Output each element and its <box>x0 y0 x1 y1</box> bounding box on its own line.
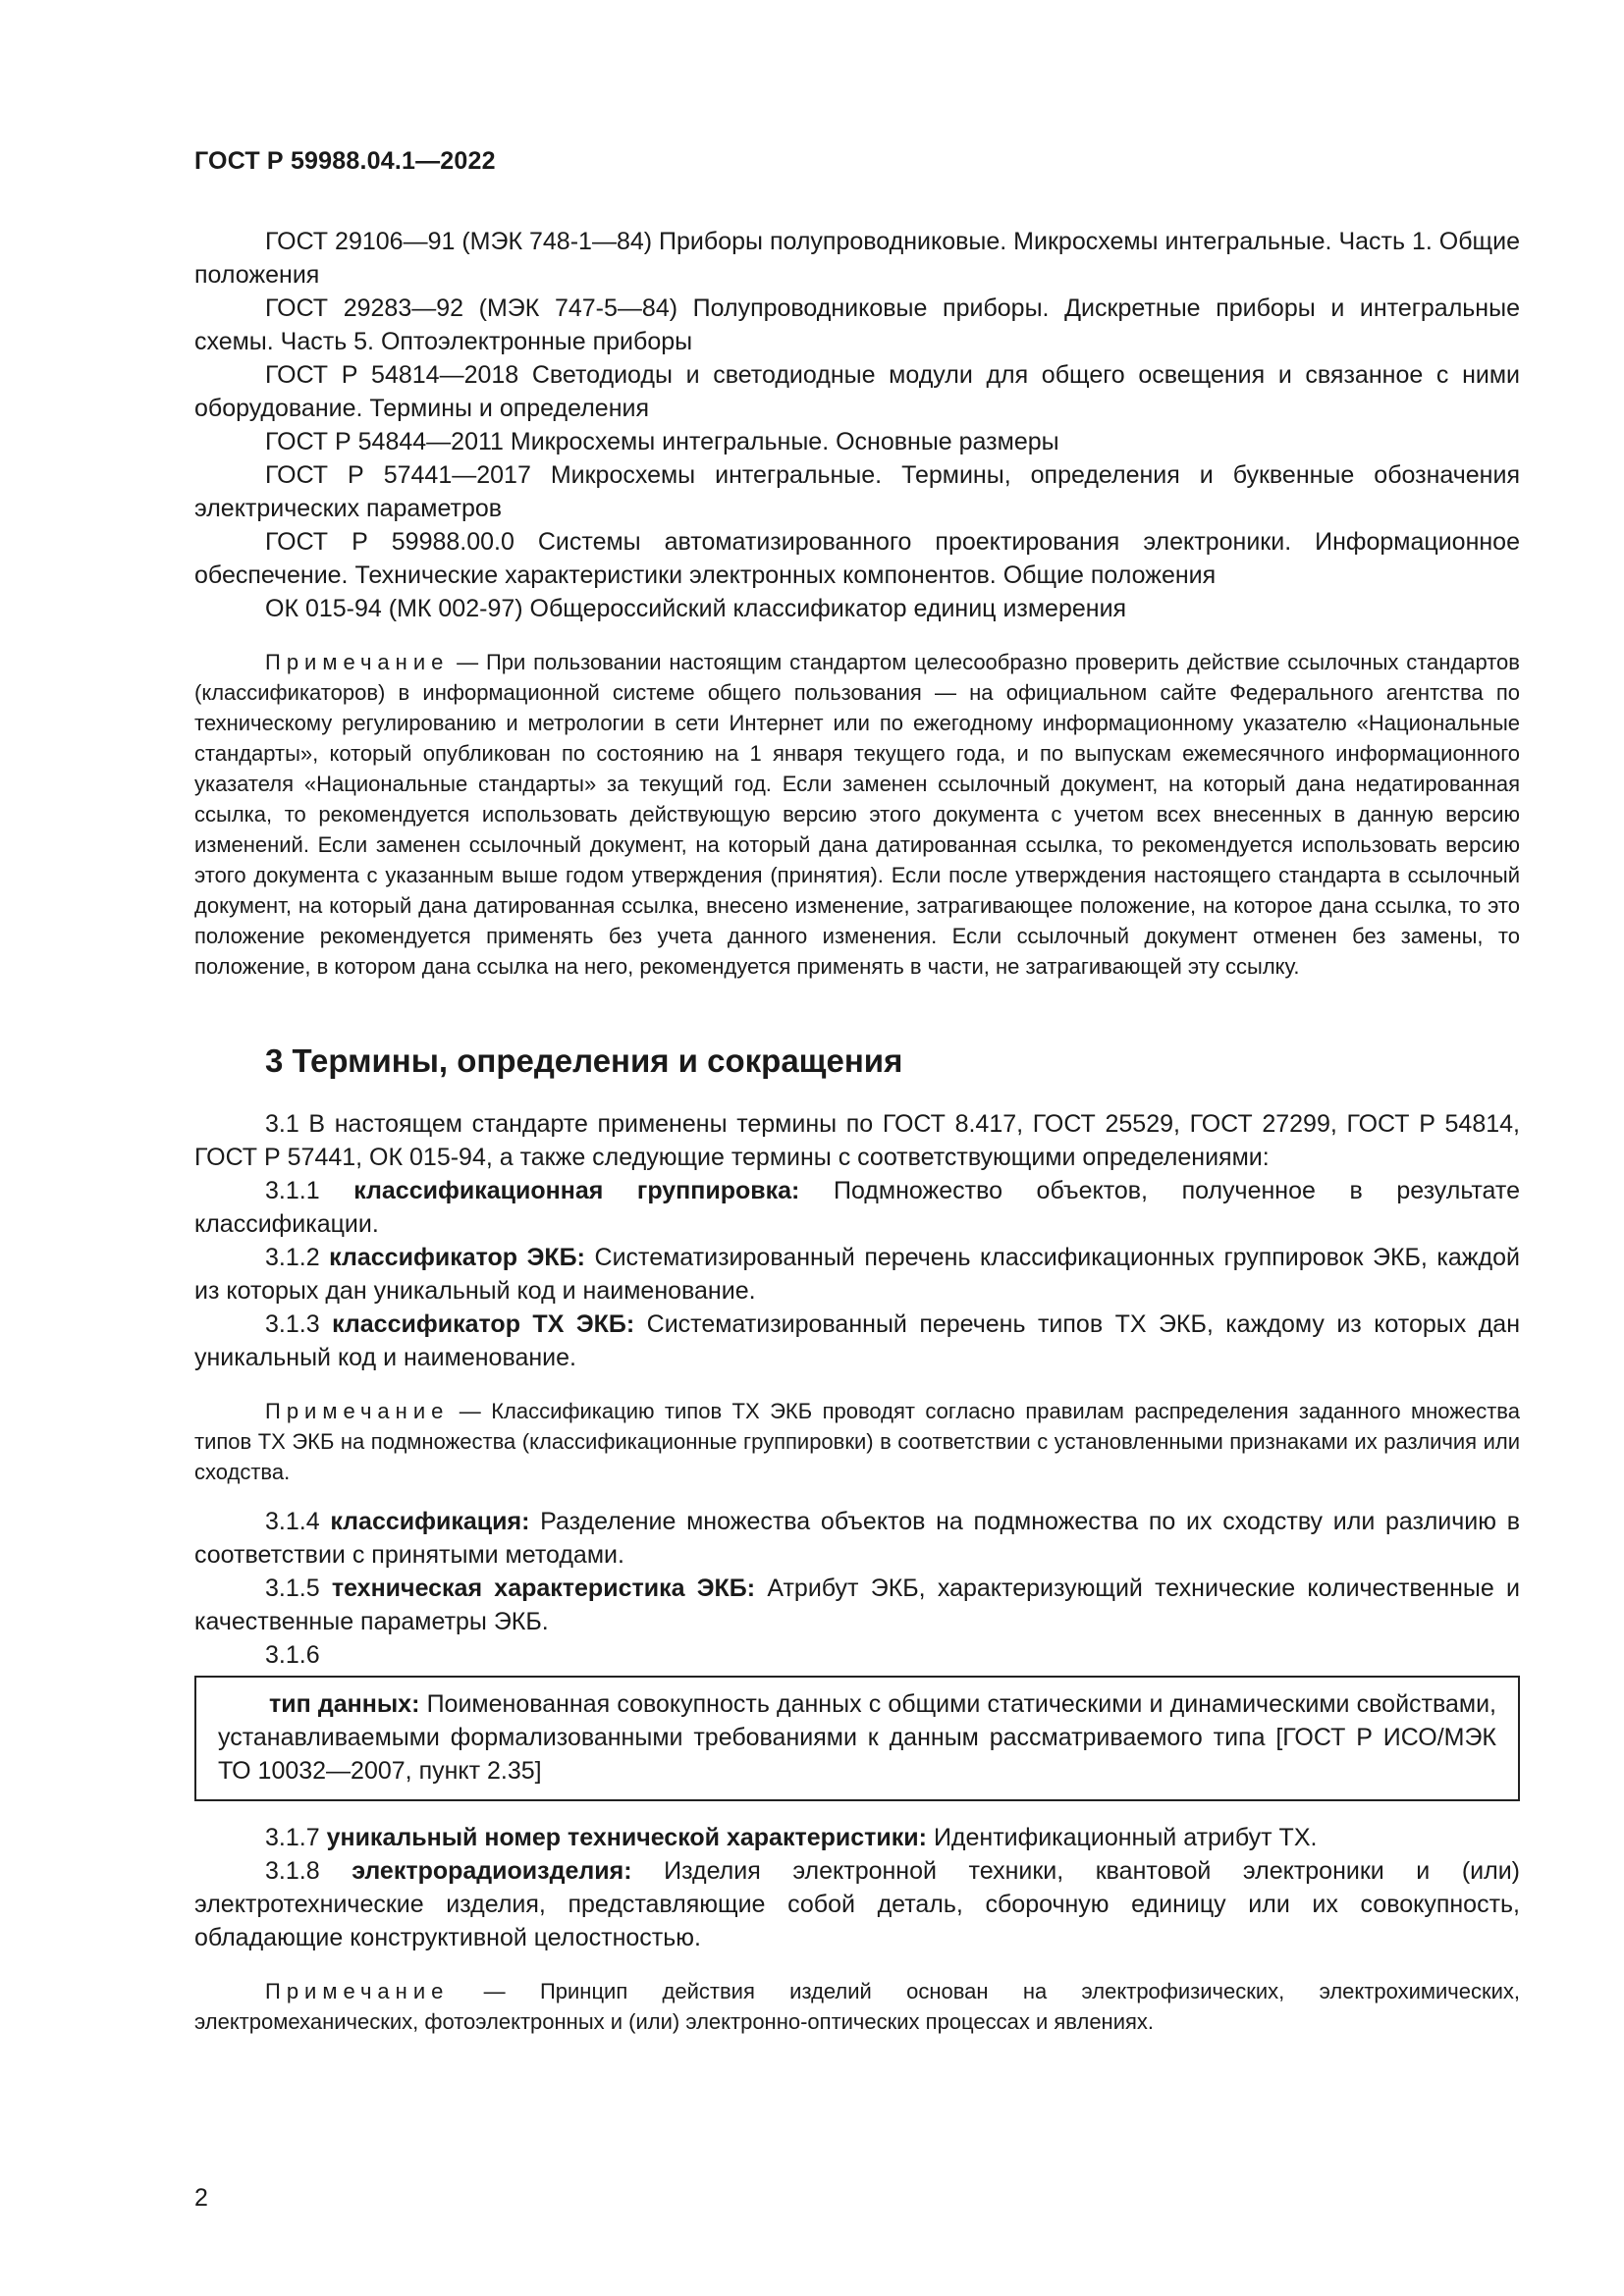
term-name: уникальный номер технической характеристики: <box>326 1824 927 1851</box>
term-name: техническая характеристика ЭКБ: <box>331 1575 756 1602</box>
term-3-1-7 <box>194 1821 1520 1854</box>
term-3-1-3 <box>194 1308 1520 1374</box>
term-definition: Подмножество объектов, полученное в результате классификации. <box>194 1177 1520 1238</box>
document-page <box>194 147 1520 2037</box>
term-3-1-8 <box>194 1854 1520 1954</box>
term-3-1-1 <box>194 1174 1520 1241</box>
spacer <box>194 1487 1520 1505</box>
term-3-1-6-box <box>194 1676 1520 1801</box>
reference-item: ГОСТ Р 54814—2018 Светодиоды и светодиодные модули для общего освещения и связанное с ними оборудование. Термины и определения <box>194 361 1520 422</box>
term-definition: Поименованная совокупность данных с общими статическими и динамическими свойствами, устанавливаемыми формализованными требованиями к данным рассматриваемого типа [ГОСТ Р ИСО/МЭК ТО 10032—2007, пункт 2.35] <box>218 1690 1496 1785</box>
term-name: классификационная группировка: <box>353 1177 800 1204</box>
term-number: 3.1.8 <box>265 1857 320 1885</box>
term-3-1-3-note <box>194 1396 1520 1487</box>
reference-note <box>194 647 1520 982</box>
note-dash: — <box>449 650 486 674</box>
note-text: Принцип действия изделий основан на электрофизических, электрохимических, электромеханических, фотоэлектронных и (или) электронно-оптических процессах и явлениях. <box>194 1979 1520 2034</box>
term-definition: Идентификационный атрибут ТХ. <box>933 1824 1318 1851</box>
note-label: Примечание <box>265 1979 450 2003</box>
reference-item: ОК 015-94 (МК 002-97) Общероссийский классификатор единиц измерения <box>265 595 1127 622</box>
term-name: классификация: <box>330 1508 530 1535</box>
reference-item: ГОСТ Р 59988.00.0 Системы автоматизированного проектирования электроники. Информационное обеспечение. Технические характеристики электронных компонентов. Общие положения <box>194 528 1520 589</box>
note-text: При пользовании настоящим стандартом целесообразно проверить действие ссылочных стандартов (классификаторов) в информационной системе общего пользования — на официальном сайте Федерального агентства по техническому регулированию и метрологии в сети Интернет или по ежегодному информационному указателю «Национальные стандарты», который опубликован по состоянию на 1 января текущего года, и по выпускам ежемесячного информационного указателя «Национальные стандарты» за текущий год. Если заменен ссылочный документ, на который дана недатированная ссылка, то рекомендуется использовать действующую версию этого документа с учетом всех внесенных в данную версию изменений. Если заменен ссылочный документ, на который дана датированная ссылка, то рекомендуется использовать версию этого документа с указанным выше годом утверждения (принятия). Если после утверждения настоящего стандарта в ссылочный документ, на который дана датированная ссылка, внесено изменение, затрагивающее положение, на которое дана ссылка, то это положение рекомендуется применять без учета данного изменения. Если ссылочный документ отменен без замены, то положение, в котором дана ссылка на него, рекомендуется применять в части, не затрагивающей эту ссылку. <box>194 650 1520 979</box>
page-number: 2 <box>194 2184 208 2212</box>
reference-item: ГОСТ Р 57441—2017 Микросхемы интегральные. Термины, определения и буквенные обозначения электрических параметров <box>194 461 1520 522</box>
section-title: 3 Термины, определения и сокращения <box>265 1042 903 1079</box>
reference-item: ГОСТ 29283—92 (МЭК 747-5—84) Полупроводниковые приборы. Дискретные приборы и интегральные схемы. Часть 5. Оптоэлектронные приборы <box>194 294 1520 355</box>
terms-intro: 3.1 В настоящем стандарте применены термины по ГОСТ 8.417, ГОСТ 25529, ГОСТ 27299, ГОСТ Р 54814, ГОСТ Р 57441, ОК 015-94, а также следующие термины с соответствующими определениями: <box>194 1110 1520 1171</box>
reference-item: ГОСТ Р 54844—2011 Микросхемы интегральные. Основные размеры <box>265 428 1059 455</box>
term-definition: Систематизированный перечень классификационных группировок ЭКБ, каждой из которых дан уникальный код и наименование. <box>194 1244 1520 1305</box>
term-3-1-2 <box>194 1241 1520 1308</box>
note-dash: — <box>449 1979 540 2003</box>
term-definition: Атрибут ЭКБ, характеризующий технические количественные и качественные параметры ЭКБ. <box>194 1575 1521 1635</box>
references-list <box>194 225 1520 625</box>
term-number: 3.1.4 <box>265 1508 320 1535</box>
term-name: тип данных: <box>269 1690 420 1718</box>
term-3-1-5 <box>194 1572 1520 1638</box>
term-3-1-8-note <box>194 1976 1520 2037</box>
note-label: Примечание <box>265 650 450 674</box>
term-definition: Изделия электронной техники, квантовой электроники и (или) электротехнические изделия, представляющие собой деталь, сборочную единицу или их совокупность, обладающие конструктивной целостностью. <box>194 1857 1521 1951</box>
term-number: 3.1.5 <box>265 1575 320 1602</box>
note-dash: — <box>449 1399 492 1423</box>
term-name: электрорадиоизделия: <box>352 1857 632 1885</box>
note-label: Примечание <box>265 1399 450 1423</box>
term-name: классификатор ТХ ЭКБ: <box>332 1310 635 1338</box>
document-header: ГОСТ Р 59988.04.1—2022 <box>194 147 496 175</box>
note-text: Классификацию типов ТХ ЭКБ проводят согласно правилам распределения заданного множества типов ТХ ЭКБ на подмножества (классификационные группировки) в соответствии с установленными признаками их различия или сходства. <box>194 1399 1520 1484</box>
term-number: 3.1.3 <box>265 1310 320 1338</box>
term-definition: Систематизированный перечень типов ТХ ЭКБ, каждому из которых дан уникальный код и наименование. <box>194 1310 1520 1371</box>
reference-item: ГОСТ 29106—91 (МЭК 748-1—84) Приборы полупроводниковые. Микросхемы интегральные. Часть 1. Общие положения <box>194 228 1520 289</box>
term-number: 3.1.7 <box>265 1824 320 1851</box>
term-number: 3.1.1 <box>265 1177 320 1204</box>
term-3-1-4 <box>194 1505 1520 1572</box>
term-number: 3.1.2 <box>265 1244 320 1271</box>
term-definition: Разделение множества объектов на подмножества по их сходству или различию в соответствии с принятыми методами. <box>194 1508 1521 1569</box>
term-3-1-6-number: 3.1.6 <box>265 1641 320 1669</box>
term-name: классификатор ЭКБ: <box>329 1244 585 1271</box>
